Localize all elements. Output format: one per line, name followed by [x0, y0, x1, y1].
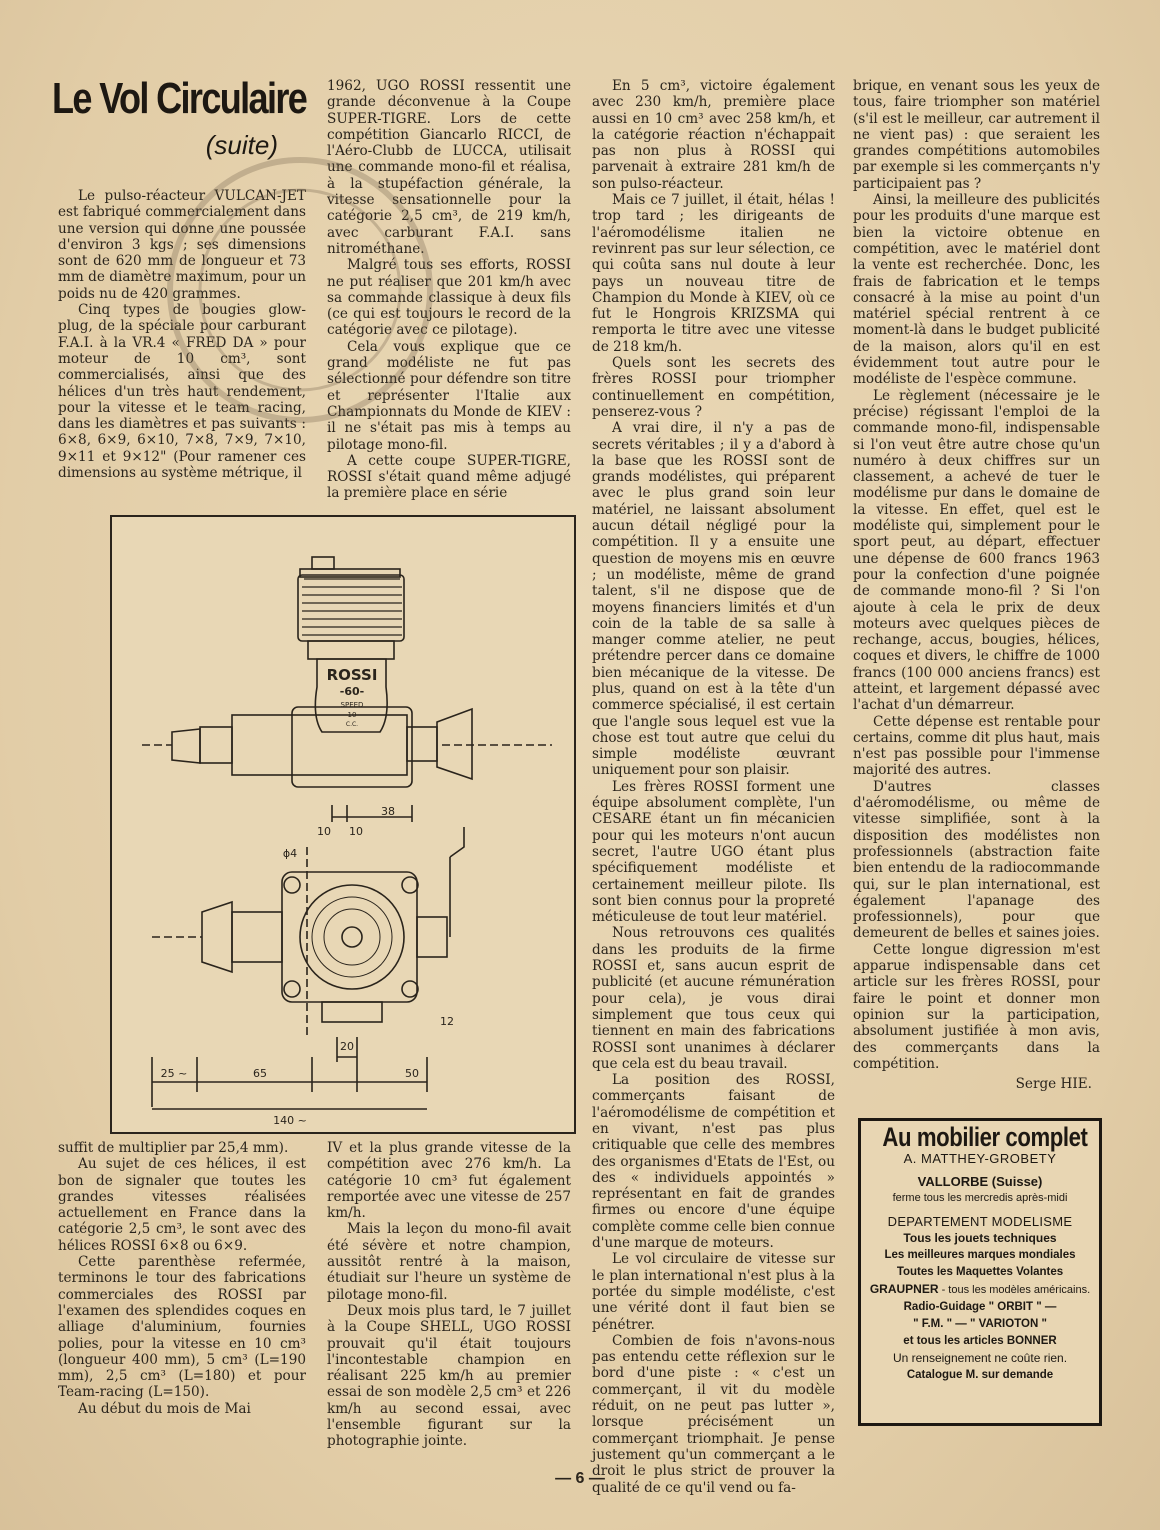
article-heading — [52, 72, 314, 161]
advertisement-box — [858, 1118, 1102, 1426]
dimension-65: 65 — [253, 1067, 267, 1080]
ad-line: Tous les jouets techniques — [903, 1231, 1057, 1245]
dimension-10b: 10 — [349, 825, 363, 838]
paragraph: Cette longue digression m'est apparue indispensable dans cet article sur les frères ROSSI, pour faire le point et donner mon opinion sur la participation, absolument justifiée à mon avis, des commerçants dans la compétition. — [853, 941, 1100, 1072]
paragraph: Combien de fois n'avons-nous pas entendu cette réflexion sur le bord d'une piste : « c'est un commerçant, il vit du modèle réduit, on ne peut pas lutter », lorsque précisément un commerçant triomphait. Je pense justement qu'un commerçant a le droit le plus strict de prouver la qualité de ce qu'il vend ou fa- — [592, 1332, 835, 1496]
paragraph: Malgré tous ses efforts, ROSSI ne put réaliser que 201 km/h avec sa commande classique à deux fils (ce qui est toujours le record de la catégorie avec ce pilotage). — [327, 257, 571, 339]
column-2-bottom — [327, 1140, 571, 1450]
article-title: Le Vol Circulaire — [52, 74, 307, 123]
ad-graupner: GRAUPNER — [869, 1282, 939, 1296]
ad-owner: A. MATTHEY-GROBETY — [903, 1151, 1057, 1166]
dimension-12: 12 — [440, 1015, 454, 1028]
engine-cc-unit-label: C.C. — [345, 721, 359, 728]
column-1-top — [58, 188, 306, 481]
ad-line: Radio-Guidage " ORBIT " — — [903, 1301, 1057, 1313]
paragraph: D'autres classes d'aéromodélisme, ou même de vitesse simplifiée, sont à la disposition des modélistes non professionnels (abstraction faite bien entendu de la radiocommande qui, sur le plan international, est également l'apanage des professionnels), pour que demeurent de belles et saines joies. — [853, 778, 1100, 942]
paragraph: 1962, UGO ROSSI ressentit une grande déconvenue à la Coupe SUPER-TIGRE. Lors de cette compétition Giancarlo RICCI, de l'Aéro-Clubb de LUCCA, utilisait une commande mono-fil et réalisa, à la stupéfaction générale, la vitesse sensationnelle pour la catégorie 2,5 cm³, de 219 km/h, avec carburant F.A.I. sans nitrométhane. — [327, 78, 571, 257]
paragraph: Cinq types de bougies glow-plug, de la spéciale pour carburant F.A.I. à la VR.4 « FRED DA » pour moteur de 10 cm³, sont commercialisés, ainsi que des hélices d'un très haut rendement, pour la vitesse et le team racing, dans les diamètres et pas suivants : 6×8, 6×9, 6×10, 7×8, 7×9, 7×10, 9×11 et 9×12" (Pour ramener ces dimensions au système métrique, il — [58, 302, 306, 482]
paragraph: Au sujet de ces hélices, il est bon de signaler que toutes les grandes vitesses réalisées actuellement en France dans la catégorie 2,5 cm³, le sont avec des hélices ROSSI 6×8 ou 6×9. — [58, 1156, 306, 1254]
ad-graupner-rest: - tous les modèles américains. — [938, 1284, 1091, 1296]
author-signature: Serge HIE. — [1015, 1076, 1092, 1093]
column-2-top — [327, 78, 571, 502]
ad-location: VALLORBE (Suisse) — [917, 1174, 1043, 1189]
paragraph: Cette parenthèse refermée, terminons le tour des fabrications commerciales des ROSSI par l'examen des splendides coques en alliage d'aluminium, fournies polies, pour la vitesse en 10 cm³ (longueur 400 mm), 5 cm³ (L=190 mm), 2,5 cm³ (L=180) et pour Team-racing (L=150). — [58, 1254, 306, 1401]
ad-line: Un renseignement ne coûte rien. — [892, 1351, 1068, 1365]
ad-line: " F.M. " — " VARIOTON " — [913, 1318, 1047, 1330]
paragraph: Quels sont les secrets des frères ROSSI pour triompher continuellement en compétition, penserez-vous ? — [592, 355, 835, 420]
paragraph: Deux mois plus tard, le 7 juillet à la Coupe SHELL, UGO ROSSI prouvait qu'il était toujours l'incontestable champion en réalisant 225 km/h au premier essai de son modèle 2,5 cm³ et 226 km/h au second essai, avec l'ensemble figurant sur la photographie jointe. — [327, 1302, 571, 1450]
paragraph: En 5 cm³, victoire également avec 230 km/h, première place aussi en 10 cm³ avec 258 km/h, et la catégorie réaction n'échappait pas non plus à ROSSI qui parvenait à extraire 281 km/h de son pulso-réacteur. — [592, 78, 835, 192]
article-subtitle: (suite) — [205, 130, 278, 160]
ad-title: Au mobilier complet — [882, 1122, 1088, 1152]
paragraph: Nous retrouvons ces qualités dans les produits de la firme ROSSI et, sans aucun esprit de publicité (et aucune rémunération pour cela), je vous dirai simplement que tous ceux qui tiennent en main des fabrications ROSSI sont unanimes à déclarer que cela est du beau travail. — [592, 925, 835, 1072]
dimension-10a: 10 — [317, 825, 331, 838]
engine-speed-label: SPEED — [340, 701, 364, 709]
engine-cc-label: 10 — [347, 711, 357, 719]
paragraph: suffit de multiplier par 25,4 mm). — [58, 1140, 289, 1156]
paragraph: Mais la leçon du mono-fil avait été sévère et notre champion, aussitôt rentré à la maison, étudiait sur l'heure un système de pilotage mono-fil. — [327, 1221, 571, 1303]
engine-model-label: -60- — [339, 685, 365, 698]
paragraph: Le règlement (nécessaire je le précise) régissant l'emploi de la commande mono-fil, indispensable si l'on veut être autre chose qu'un numéro à deux chiffres sur un classement, a achevé de tuer le modélisme pur dans le domaine de la vitesse. En effet, quel est le modéliste qui, simplement pour le sport peut, au départ, effectuer une dépense de 600 francs 1963 pour la confection d'une poignée de commande mono-fil ? Si l'on ajoute à cela le prix de deux moteurs avec quelques pièces de rechange, accus, bougies, hélices, coques et divers, le chiffre de 1000 francs (100 000 anciens francs) est atteint, et largement dépassé avec l'achat d'un démarreur. — [853, 387, 1100, 714]
paragraph: Cela vous explique que ce grand modéliste ne fut pas sélectionné pour défendre son titre et représenter l'Italie aux Championnats du Monde de KIEV : il ne s'était pas mis à temps au pilotage mono-fil. — [327, 338, 571, 453]
paragraph: Le vol circulaire de vitesse sur le plan international n'est plus à la portée du simple modéliste, c'est une vérité dont il faut bien se pénétrer. — [592, 1251, 835, 1333]
dimension-25: 25 ~ — [160, 1067, 188, 1080]
column-1-bottom — [58, 1140, 306, 1417]
ad-line-graupner — [861, 1281, 1099, 1299]
paragraph: Mais ce 7 juillet, il était, hélas ! trop tard ; les dirigeants de l'aéromodélisme italien ne revinrent pas sur leur sélection, ce qui coûta sans nul doute à leur pays un nouveau titre de Champion du Monde à KIEV, où ce fut le Hongrois KRIZSMA qui remporta le titre avec une vitesse de 218 km/h. — [592, 192, 835, 355]
paragraph: Le pulso-réacteur VULCAN-JET est fabriqué commercialement dans une version qui donne une poussée d'environ 3 kgs ; ses dimensions sont de 620 mm de longueur et 73 mm de diamètre maximum, pour un poids nu de 420 grammes. — [58, 188, 306, 302]
dimension-20: 20 — [340, 1040, 354, 1053]
paragraph: IV et la plus grande vitesse de la compétition avec 276 km/h. La catégorie 10 cm³ fut également remportée avec une vitesse de 257 km/h. — [327, 1140, 571, 1222]
ad-hours: ferme tous les mercredis après-midi — [892, 1192, 1068, 1204]
paragraph: Ainsi, la meilleure des publicités pour les produits d'une marque est bien la victoire obtenue en compétition, avec le matériel dont la vente est recherchée. Donc, les frais de fabrication et le temps consacré à la mise au point d'un matériel spécial rentrent à ce moment-là dans le budget publicité de la maison, alors qu'il en est évidemment tout autre pour le modéliste de l'espèce commune. — [853, 192, 1100, 388]
engine-brand-label: ROSSI — [326, 666, 378, 684]
ad-line: Les meilleures marques mondiales — [884, 1249, 1076, 1261]
paragraph: La position des ROSSI, commerçants faisant de l'aéromodélisme de compétition et en vivant, n'est pas plus critiquable que celle des membres des organismes d'Etats de l'Est, ou des « individuels appointés » représentant en fait de grandes firmes ou encore d'une équipe complète comme celle bien connue d'une marque de moteurs. — [592, 1072, 835, 1252]
ad-department: DEPARTEMENT MODELISME — [887, 1214, 1073, 1229]
page-number: — 6 — — [555, 1470, 605, 1487]
paragraph: Cette dépense est rentable pour certains, comme dit plus haut, mais n'est pas possible pour l'immense majorité des autres. — [853, 713, 1100, 779]
dimension-38: 38 — [381, 805, 395, 818]
column-4 — [853, 78, 1100, 1092]
ad-line: et tous les articles BONNER — [903, 1335, 1057, 1347]
paragraph: Au début du mois de Mai — [78, 1400, 251, 1417]
dimension-50: 50 — [405, 1067, 419, 1080]
paragraph: brique, en venant sous les yeux de tous, faire triompher son matériel (s'il est le meilleur, car autrement il ne vient pas) : que seraient les grandes compétitions automobiles par exemple si les commerçants n'y participaient pas ? — [853, 78, 1100, 192]
dimension-140: 140 ~ — [273, 1114, 307, 1127]
column-3 — [592, 78, 835, 1496]
engine-technical-drawing — [110, 515, 576, 1134]
paragraph: A cette coupe SUPER-TIGRE, ROSSI s'était quand même adjugé la première place en série — [327, 452, 571, 502]
engine-drawing-svg — [112, 517, 574, 1132]
dimension-phi4: ϕ4 — [282, 847, 298, 860]
paragraph: Les frères ROSSI forment une équipe absolument complète, l'un CESARE étant un fin mécanicien pour qui les moteurs n'ont aucun secret, l'autre UGO étant plus spécifiquement modéliste et certainement meilleur pilote. Ils sont bien connus pour la propreté méticuleuse de tout leur matériel. — [592, 778, 835, 926]
ad-line: Toutes les Maquettes Volantes — [896, 1266, 1064, 1278]
ad-line: Catalogue M. sur demande — [906, 1369, 1054, 1381]
paragraph: A vrai dire, il n'y a pas de secrets véritables ; il y a d'abord à la base que les ROSSI sont de grands modélistes, qui préparent avec le plus grand soin leur matériel, ne laissant absolument aucun détail négligé pour la compétition. Il y a ensuite une question de moyens mis en œuvre ; un modéliste, même de grand talent, s'il ne dispose que de moyens financiers limités et d'un coin de la table de sa salle à manger comme atelier, ne peut prétendre percer dans ce domaine bien mécanique de la vitesse. De plus, quand on est à la tête d'un commerce spécialisé, il est certain que l'angle sous lequel est vue la chose est tout autre que celui du simple modéliste œuvrant uniquement pour son plaisir. — [592, 420, 835, 779]
